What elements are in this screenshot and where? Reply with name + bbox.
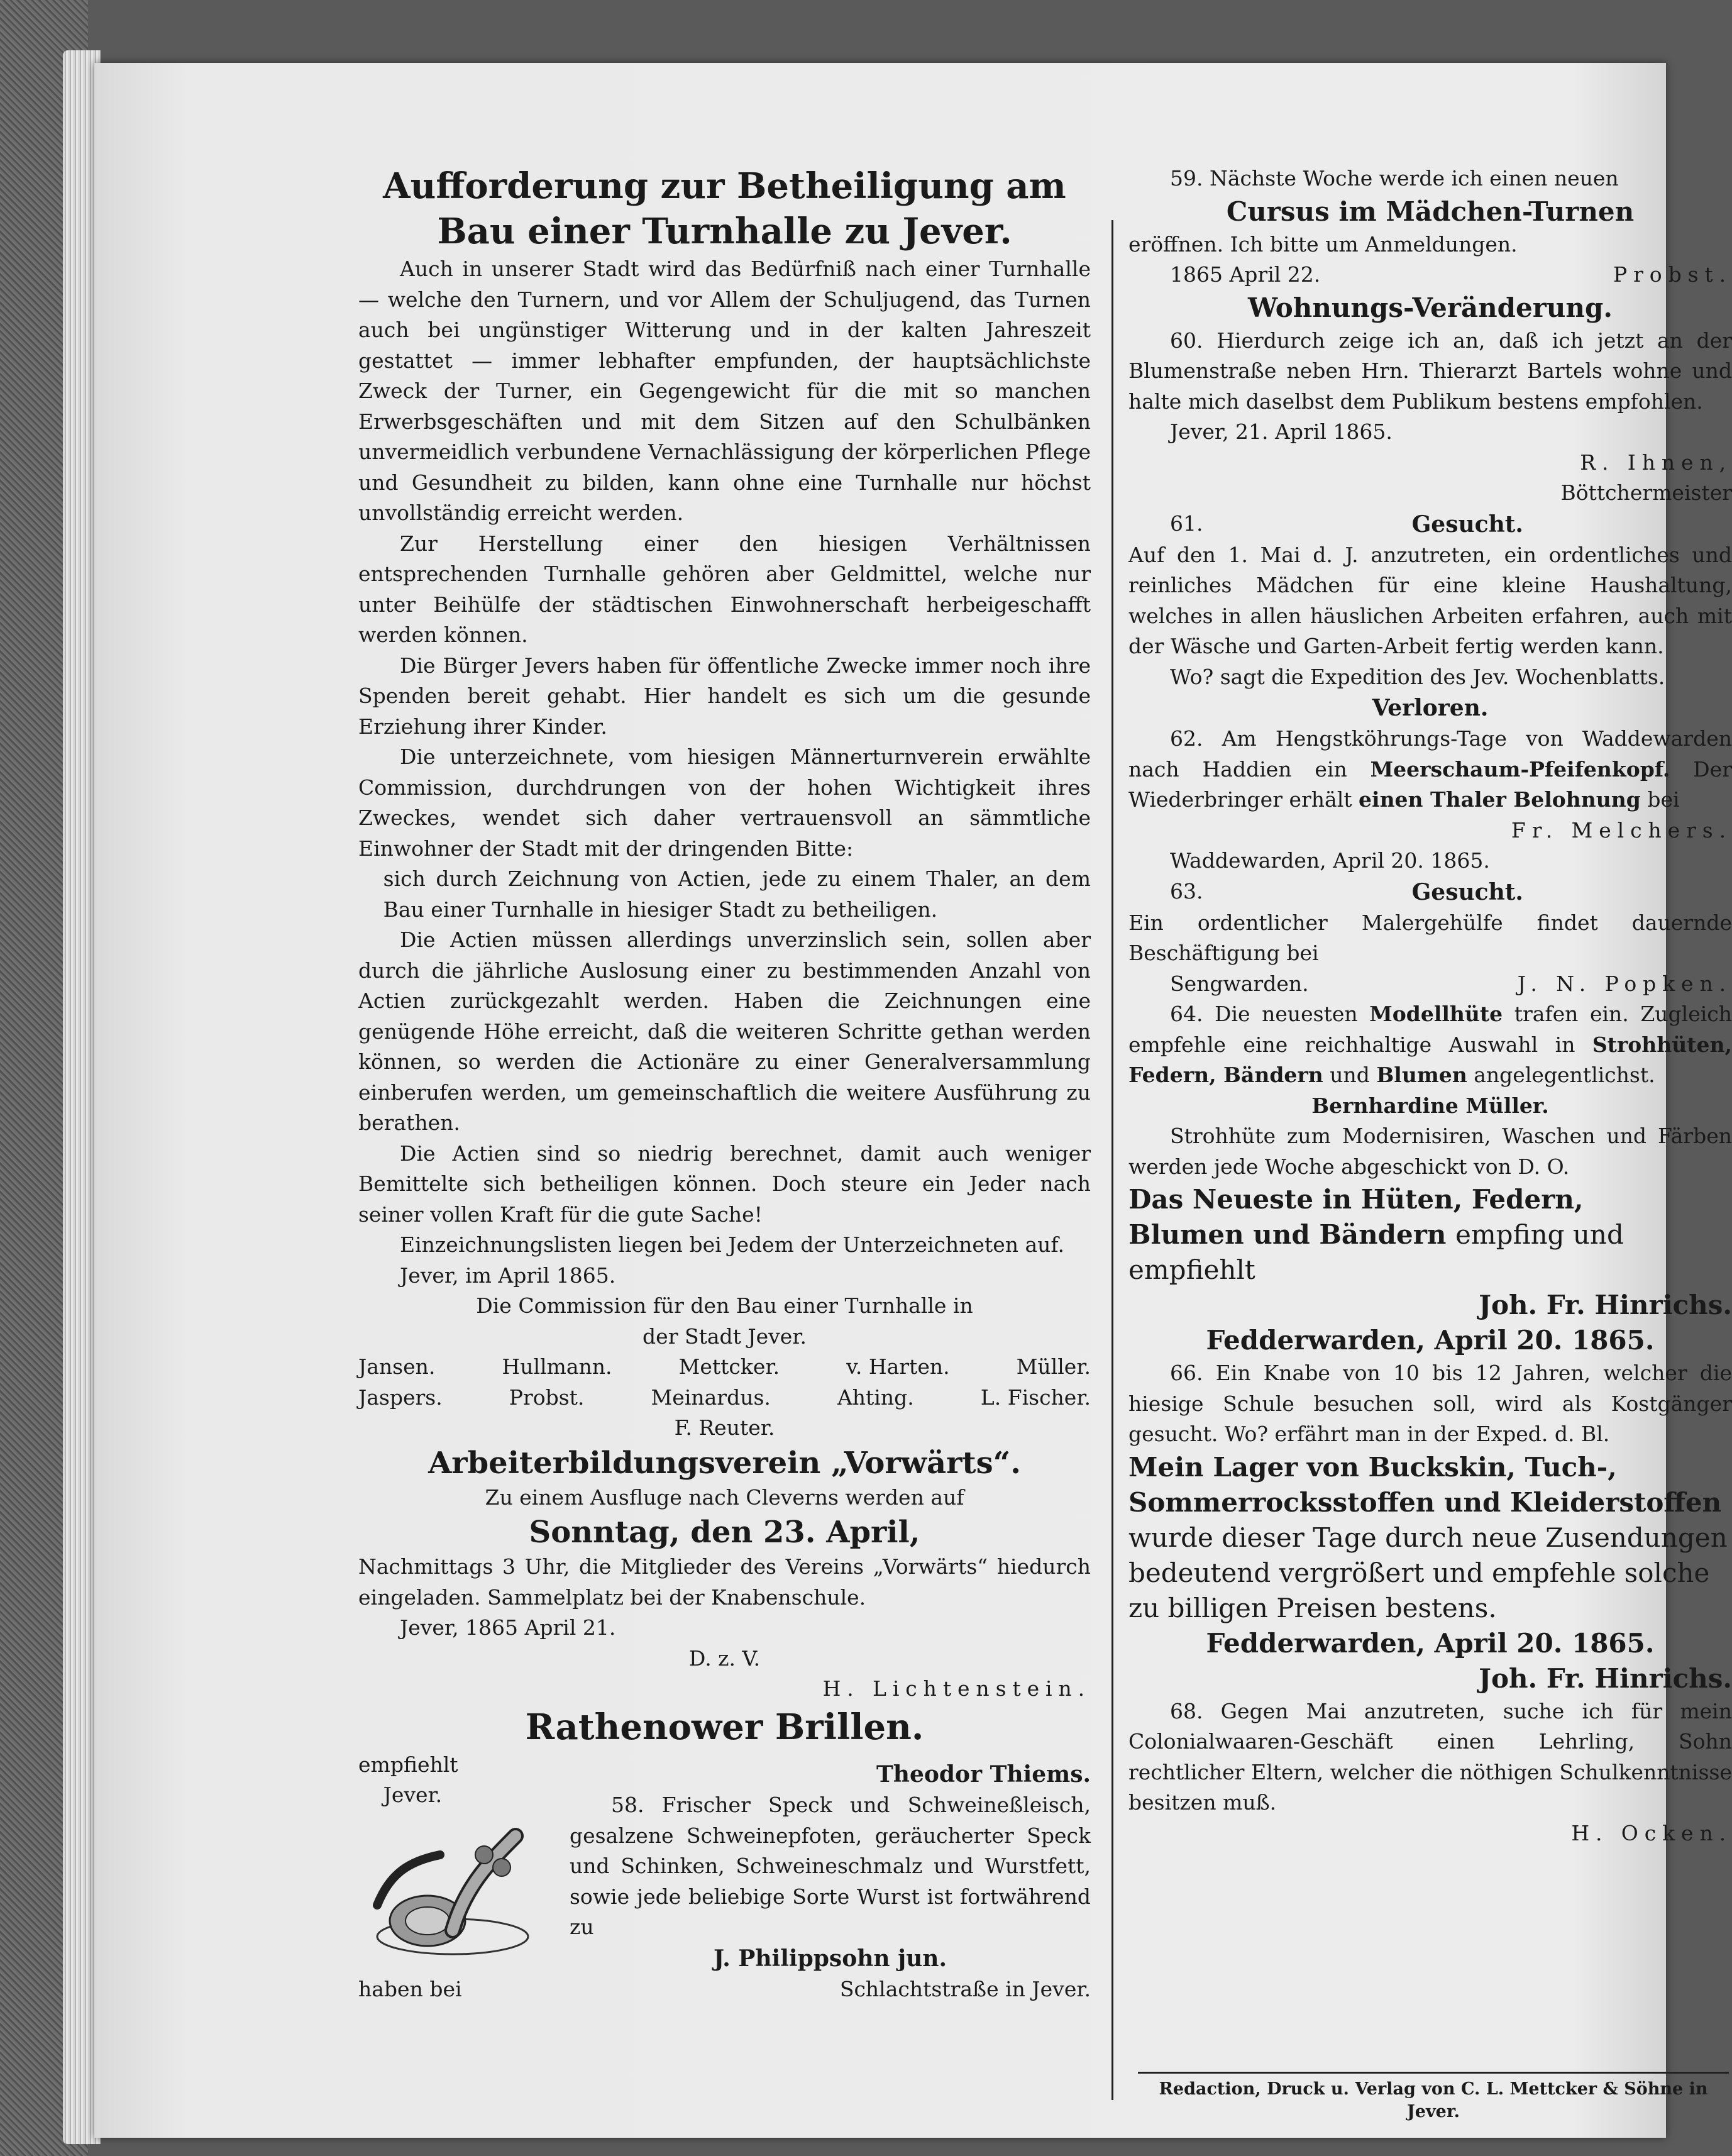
- ad59-date: 1865 April 22.: [1170, 262, 1321, 287]
- ad61-header: [1128, 509, 1732, 540]
- ad63-header: [1128, 876, 1732, 908]
- ad62-text-1: 62. Am Hengstköhrungs-Tage von Waddewarden nach Haddien ein: [1128, 726, 1732, 782]
- ad58-address: Schlachtstraße in Jever.: [839, 1976, 1091, 2001]
- commission-name: v. Harten.: [846, 1354, 950, 1379]
- vorwaerts-line-1: Zu einem Ausfluge nach Cleverns werden auf: [485, 1484, 964, 1510]
- commission-line-2: der Stadt Jever.: [643, 1324, 807, 1349]
- ad65-line-2: Blumen und Bändern: [1128, 1219, 1447, 1250]
- commission-name: Müller.: [1016, 1354, 1091, 1379]
- ad64-text-4: angelegentlichst.: [1474, 1063, 1655, 1087]
- ad-66: [1128, 1358, 1732, 1450]
- ad64-text-5: Strohhüte zum Modernisiren, Waschen und Färben werden jede Woche abgeschickt von: [1128, 1124, 1732, 1179]
- footer-rule: [1138, 2072, 1729, 2074]
- turnhalle-place-date: Jever, im April 1865.: [400, 1263, 616, 1288]
- vorwaerts-text: Nachmittags 3 Uhr, die Mitglieder des Vereins „Vorwärts“ hiedurch eingeladen. Sammelplatz bei der Knabenschule.: [358, 1554, 1091, 1610]
- turnhalle-para-3: Die Bürger Jevers haben für öffentliche Zwecke immer noch ihre Spenden bereit gehabt. Hier handelt es sich um die gesunde Erziehung ihrer Kinder.: [358, 653, 1091, 739]
- ad62-sig: Fr. Melchers.: [1511, 817, 1732, 843]
- ad63-place: Sengwarden.: [1170, 971, 1309, 996]
- ad62-text-3: bei: [1647, 787, 1680, 812]
- turnhalle-para-8: Einzeichnungslisten liegen bei Jedem der Unterzeichneten auf.: [400, 1232, 1064, 1257]
- turnhalle-para-4: Die unterzeichnete, vom hiesigen Männerturnverein erwählte Commission, durchdrungen von der hohen Wichtigkeit ihres Zweckes, wendet sich daher vertrauensvoll an sämmtliche Einwohner der Stadt mit der dringenden Bitte:: [358, 744, 1091, 861]
- turnhalle-title-2: Bau einer Turnhalle zu Jever.: [437, 211, 1012, 252]
- ad67-text-2: wurde dieser Tage durch neue Zusendungen bedeutend vergrößert und empfehle solche zu billigen Preisen bestens.: [1128, 1522, 1728, 1623]
- ad62-item: Meerschaum-Pfeifenkopf.: [1370, 756, 1670, 782]
- ad64-text-2: trafen ein. Zugleich empfehle eine reichhaltige Auswahl in: [1128, 1002, 1732, 1057]
- ad62-reward: einen Thaler Belohnung: [1359, 787, 1641, 812]
- ad65-date: Fedderwarden, April 20. 1865.: [1206, 1325, 1655, 1356]
- ad-64: [1128, 999, 1732, 1182]
- ad62-text-2: Der Wiederbringer erhält: [1128, 756, 1732, 812]
- commission-names-row-2: [358, 1383, 1091, 1413]
- turnhalle-para-5: sich durch Zeichnung von Actien, jede zu einem Thaler, an dem Bau einer Turnhalle in hiesiger Stadt zu betheiligen.: [383, 866, 1091, 922]
- ad59-sig: Probst.: [1613, 262, 1732, 287]
- ad61-text: Auf den 1. Mai d. J. anzutreten, ein ordentliches und reinliches Mädchen für eine kleine Haushaltung, welches in allen häuslichen Arbeiten erfahren, auch mit der Wäsche und Garten-Arbeit fertig werden kann.: [1128, 542, 1732, 658]
- brillen-ad-body: [358, 1750, 1091, 2005]
- ad63-text: Ein ordentlicher Malergehülfe findet dauernde Beschäftigung bei: [1128, 910, 1732, 965]
- vorwaerts-sig-2: H. Lichtenstein.: [822, 1676, 1091, 1701]
- ad58-name: J. Philippsohn jun.: [714, 1945, 947, 1972]
- ad59-heading: Cursus im Mädchen-Turnen: [1226, 196, 1635, 227]
- ad66-text: 66. Ein Knabe von 10 bis 12 Jahren, welcher die hiesige Schule besuchen soll, wird als Kostgänger gesucht. Wo? erfährt man in der Exped. d. Bl.: [1128, 1361, 1732, 1446]
- turnhalle-notice: [358, 163, 1091, 1444]
- vorwaerts-date-heading: Sonntag, den 23. April,: [529, 1515, 920, 1550]
- ad-63: [1128, 876, 1732, 1000]
- ad-65: [1128, 1182, 1732, 1358]
- brillen-line-1: empfiehlt: [358, 1752, 458, 1777]
- ad61-number: 61.: [1170, 511, 1203, 536]
- ad64-sig: Bernhardine Müller.: [1311, 1093, 1549, 1118]
- ad64-text-1: 64. Die neuesten: [1170, 1002, 1358, 1026]
- ad59-line-2: eröffnen. Ich bitte um Anmeldungen.: [1128, 231, 1518, 257]
- brillen-title: Rathenower Brillen.: [525, 1706, 924, 1748]
- turnhalle-para-1: Auch in unserer Stadt wird das Bedürfniß nach einer Turnhalle — welche den Turnern, und vor Allem der Schuljugend, das Turnen auch bei ungünstiger Witterung und in der kalten Jahreszeit gestattet — immer lebhafter empfunden, der hauptsächlichste Zweck der Turner, ein Gegengewicht für die mit so manchen Erwerbsgeschäften und mit dem Sitzen auf den Schulbänken unvermeidlich verbundene Vernachlässigung der körperlichen Pflege und Gesundheit zu bilden, kann ohne eine Turnhalle nur höchst unvollständig erreicht werden.: [358, 257, 1091, 525]
- ad63-number: 63.: [1170, 878, 1203, 904]
- ad64-sig-2: D. O.: [1518, 1154, 1570, 1179]
- ad64-item-2: Strohhüten, Federn, Bändern: [1128, 1032, 1732, 1087]
- vorwaerts-date: Jever, 1865 April 21.: [400, 1615, 616, 1640]
- commission-name: Mettcker.: [678, 1354, 780, 1379]
- ad-67: [1128, 1450, 1732, 1696]
- ad64-body-2: [1128, 1121, 1732, 1182]
- vorwaerts-sig-1: D. z. V.: [688, 1645, 761, 1671]
- turnhalle-para-7: Die Actien sind so niedrig berechnet, damit auch weniger Bemittelte sich betheiligen können. Doch steure ein Jeder nach seiner vollen Kraft für die gute Sache!: [358, 1141, 1091, 1227]
- ad60-text: 60. Hierdurch zeige ich an, daß ich jetzt an der Blumenstraße neben Hrn. Thierarzt Bartels wohne und halte mich daselbst dem Publikum bestens empfohlen.: [1128, 328, 1732, 414]
- ad68-sig: H. Ocken.: [1571, 1820, 1732, 1845]
- brillen-line-2: Jever.: [383, 1783, 443, 1807]
- brillen-ad-left: [358, 1750, 560, 2005]
- ad63-sig: J. N. Popken.: [1517, 971, 1732, 996]
- ad64-item-3: Blumen: [1376, 1063, 1467, 1087]
- brillen-name: Theodor Thiems.: [876, 1761, 1091, 1788]
- commission-name: Hullmann.: [502, 1354, 612, 1379]
- commission-name: Jansen.: [358, 1354, 436, 1379]
- ad67-date: Fedderwarden, April 20. 1865.: [1206, 1627, 1655, 1659]
- turnhalle-title-1: Aufforderung zur Betheiligung am: [383, 165, 1066, 207]
- commission-name: Jaspers.: [358, 1385, 443, 1410]
- ad67-sig: Joh. Fr. Hinrichs.: [1479, 1662, 1732, 1694]
- ad64-item-1: Modellhüte: [1369, 1002, 1503, 1026]
- ad64-body: [1128, 999, 1732, 1091]
- commission-name-last: F. Reuter.: [674, 1415, 775, 1440]
- left-column: [358, 163, 1091, 2004]
- ad64-text-3: und: [1330, 1063, 1370, 1087]
- ad59-line-1: 59. Nächste Woche werde ich einen neuen: [1170, 166, 1619, 191]
- ad60-heading: Wohnungs-Veränderung.: [1248, 292, 1613, 323]
- ad61-note: Wo? sagt die Expedition des Jev. Wochenblatts.: [1170, 664, 1665, 689]
- ad59-footer: [1128, 260, 1732, 290]
- vorwaerts-title: Arbeiterbildungsverein „Vorwärts“.: [428, 1445, 1021, 1481]
- ad-61: [1128, 509, 1732, 693]
- brillen-ad: [358, 1705, 1091, 2005]
- ad60-sig: R. Ihnen,: [1580, 450, 1732, 475]
- right-column: [1128, 163, 1732, 1849]
- ad58-prefix: haben bei: [358, 1976, 462, 2001]
- vorwaerts-notice: [358, 1444, 1091, 1705]
- ad61-heading: Gesucht.: [1411, 511, 1523, 538]
- ad65-line-3: empfing und empfiehlt: [1128, 1219, 1624, 1285]
- sausage-illustration-icon: [358, 1811, 547, 1974]
- ad65-line-2-wrap: [1128, 1217, 1732, 1288]
- turnhalle-para-2: Zur Herstellung einer den hiesigen Verhältnissen entsprechenden Turnhalle gehören aber Geldmittel, welche nur unter Beihülfe der städtischen Einwohnerschaft herbeigeschafft werden können.: [358, 531, 1091, 647]
- commission-line-1: Die Commission für den Bau einer Turnhalle in: [476, 1293, 973, 1318]
- column-divider: [1111, 220, 1113, 2100]
- turnhalle-para-6: Die Actien müssen allerdings unverzinslich sein, sollen aber durch die jährliche Auslosung einer zu bestimmenden Anzahl von Actien zurückgezahlt werden. Haben die Zeichnungen eine genügende Höhe erreicht, daß die weiteren Schritte gethan werden können, so werden die Actionäre zu einer Generalversammlung einberufen werden, um gemeinschaftlich die weitere Ausführung zu berathen.: [358, 927, 1091, 1135]
- ad60-date: Jever, 21. April 1865.: [1170, 419, 1393, 444]
- ad65-sig: Joh. Fr. Hinrichs.: [1479, 1290, 1732, 1320]
- ad67-text-wrap: [1128, 1450, 1732, 1626]
- ad62-date: Waddewarden, April 20. 1865.: [1170, 848, 1490, 873]
- brillen-ad-right: [570, 1759, 1091, 2004]
- newspaper-page: [94, 63, 1732, 2138]
- ad62-heading: Verloren.: [1372, 695, 1489, 721]
- ad62-body: [1128, 724, 1732, 815]
- ad-60: [1128, 290, 1732, 509]
- commission-name: Ahting.: [837, 1385, 914, 1410]
- imprint: Redaction, Druck u. Verlag von C. L. Mettcker & Söhne in Jever.: [1159, 2079, 1708, 2121]
- ad-68: [1128, 1696, 1732, 1849]
- ad68-text: 68. Gegen Mai anzutreten, suche ich für mein Colonialwaaren-Geschäft einen Lehrling, Sohn rechtlicher Eltern, welcher die nöthigen Schulkenntnisse besitzen muß.: [1128, 1698, 1732, 1815]
- ad63-footer: [1128, 969, 1732, 1000]
- ad65-line-1: Das Neueste in Hüten, Federn,: [1128, 1184, 1584, 1215]
- commission-name: L. Fischer.: [980, 1385, 1091, 1410]
- commission-names-row-1: [358, 1352, 1091, 1383]
- commission-name: Probst.: [509, 1385, 585, 1410]
- ad-59: [1128, 163, 1732, 290]
- ad63-heading: Gesucht.: [1411, 878, 1523, 905]
- ad60-occupation: Böttchermeister: [1560, 480, 1732, 505]
- ad-62: [1128, 692, 1732, 876]
- ad58-text: 58. Frischer Speck und Schweineßleisch, gesalzene Schweinepfoten, geräucherter Speck und Schinken, Schweineschmalz und Wurstfett, sowie jede beliebige Sorte Wurst ist fortwährend zu: [570, 1793, 1091, 1939]
- commission-name: Meinardus.: [651, 1385, 771, 1410]
- ad67-text-1: Mein Lager von Buckskin, Tuch-, Sommerrocksstoffen und Kleiderstoffen: [1128, 1451, 1722, 1518]
